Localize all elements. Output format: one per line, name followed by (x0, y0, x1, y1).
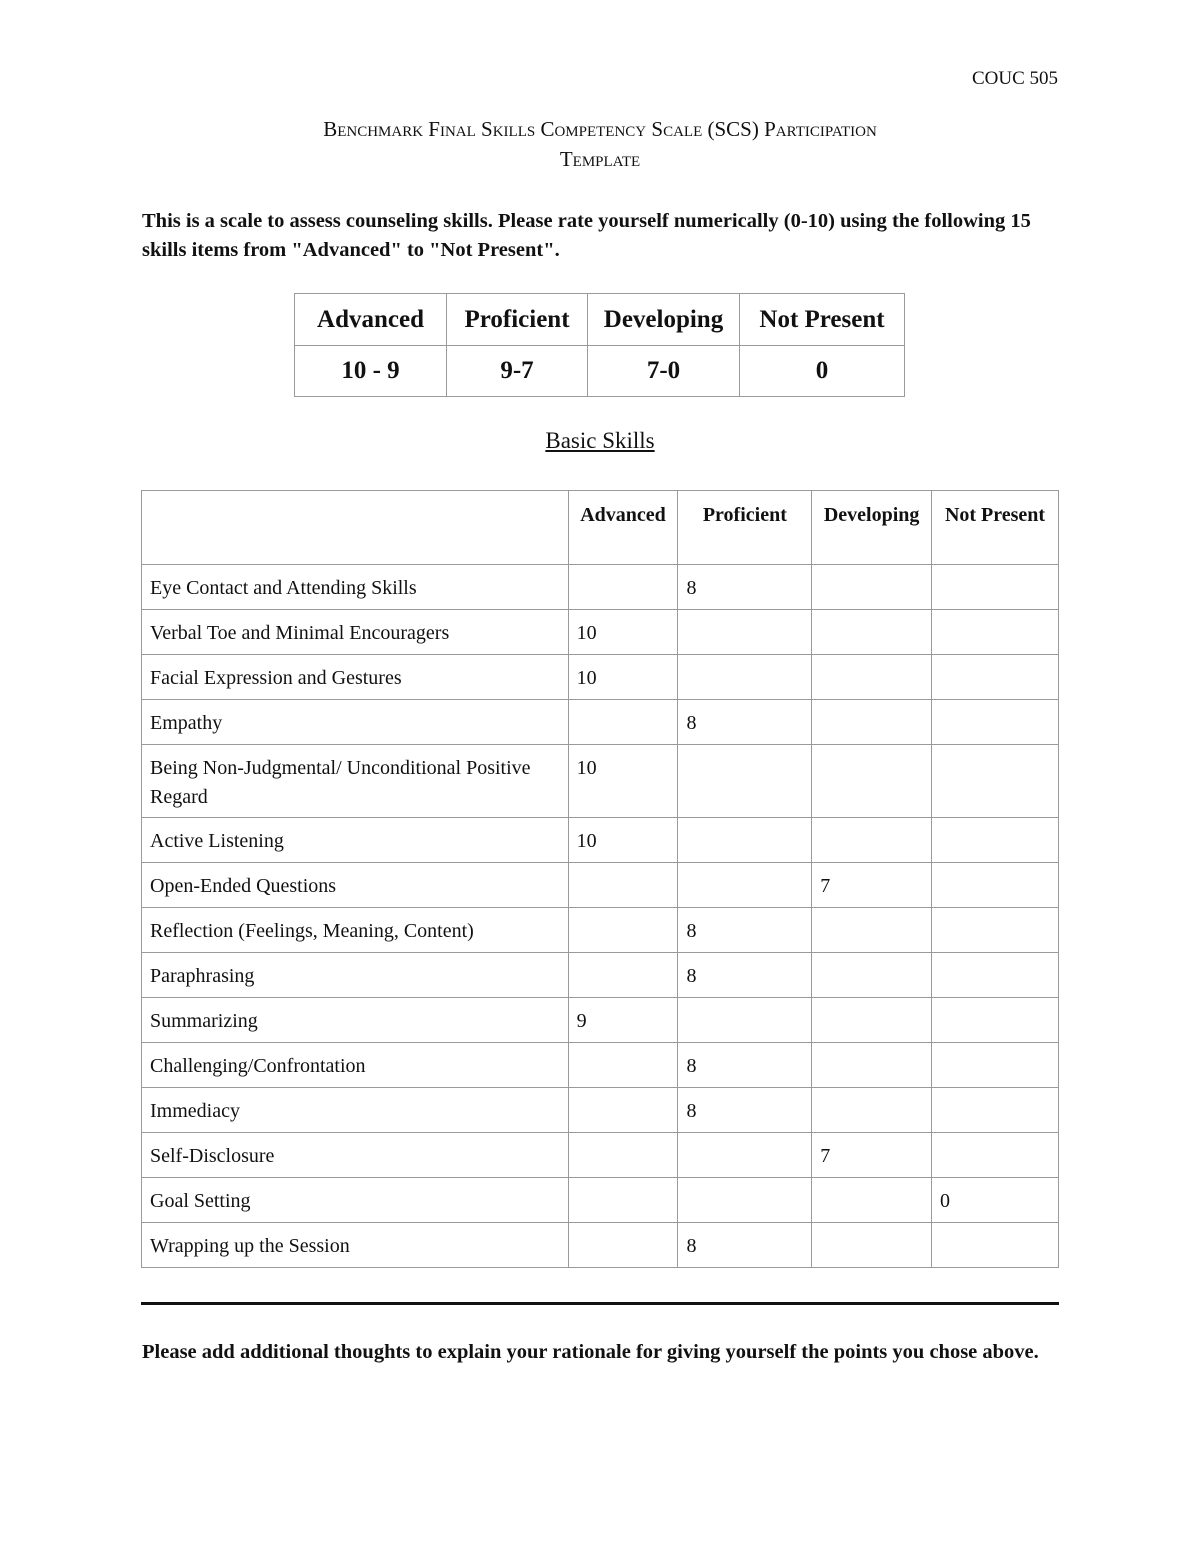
proficient-score-cell (678, 610, 812, 655)
scale-level-not-present: Not Present (740, 294, 905, 346)
skill-name-cell: Active Listening (142, 818, 569, 863)
not-present-score-cell (932, 610, 1059, 655)
column-header-proficient: Proficient (678, 491, 812, 565)
section-divider (141, 1302, 1059, 1305)
proficient-score-cell: 8 (678, 953, 812, 998)
skill-row (142, 1043, 1059, 1088)
column-header-advanced: Advanced (568, 491, 678, 565)
advanced-score-cell: 9 (568, 998, 678, 1043)
proficient-score-cell (678, 655, 812, 700)
proficient-score-cell: 8 (678, 1223, 812, 1268)
advanced-score-cell (568, 1178, 678, 1223)
developing-score-cell (812, 655, 932, 700)
advanced-score-cell (568, 953, 678, 998)
skill-row (142, 908, 1059, 953)
developing-score-cell (812, 953, 932, 998)
not-present-score-cell (932, 655, 1059, 700)
not-present-score-cell (932, 863, 1059, 908)
document-title-line-1: Benchmark Final Skills Competency Scale (SCS) Participation (323, 117, 877, 141)
advanced-score-cell: 10 (568, 745, 678, 818)
intro-instructions: This is a scale to assess counseling skills. Please rate yourself numerically (0-10) using the following 15 skills items from "Advanced" to "Not Present". (142, 210, 1031, 261)
scale-range-advanced: 10 - 9 (295, 346, 447, 397)
developing-score-cell (812, 818, 932, 863)
not-present-score-cell (932, 818, 1059, 863)
advanced-score-cell: 10 (568, 610, 678, 655)
skill-name-cell: Immediacy (142, 1088, 569, 1133)
skill-name-cell: Reflection (Feelings, Meaning, Content) (142, 908, 569, 953)
skill-row (142, 700, 1059, 745)
skill-name-cell: Verbal Toe and Minimal Encouragers (142, 610, 569, 655)
skill-row (142, 1178, 1059, 1223)
skill-row (142, 565, 1059, 610)
developing-score-cell (812, 700, 932, 745)
skill-name-cell: Open-Ended Questions (142, 863, 569, 908)
developing-score-cell (812, 745, 932, 818)
skill-row (142, 863, 1059, 908)
skill-name-cell: Challenging/Confrontation (142, 1043, 569, 1088)
scale-range-proficient: 9-7 (447, 346, 588, 397)
proficient-score-cell: 8 (678, 700, 812, 745)
advanced-score-cell (568, 1133, 678, 1178)
skill-name-cell: Wrapping up the Session (142, 1223, 569, 1268)
rating-scale-ranges-row (295, 346, 905, 397)
proficient-score-cell (678, 998, 812, 1043)
skill-row (142, 655, 1059, 700)
advanced-score-cell (568, 700, 678, 745)
column-header-skill (142, 491, 569, 565)
not-present-score-cell (932, 998, 1059, 1043)
document-title (142, 114, 1058, 174)
not-present-score-cell (932, 700, 1059, 745)
not-present-score-cell (932, 565, 1059, 610)
skill-name-cell: Paraphrasing (142, 953, 569, 998)
not-present-score-cell (932, 1223, 1059, 1268)
proficient-score-cell (678, 1133, 812, 1178)
advanced-score-cell: 10 (568, 818, 678, 863)
developing-score-cell (812, 1088, 932, 1133)
skill-name-cell: Summarizing (142, 998, 569, 1043)
proficient-score-cell: 8 (678, 1043, 812, 1088)
scale-level-developing: Developing (588, 294, 740, 346)
rating-scale-table (294, 293, 905, 397)
developing-score-cell (812, 1178, 932, 1223)
skill-name-cell: Facial Expression and Gestures (142, 655, 569, 700)
developing-score-cell (812, 1223, 932, 1268)
proficient-score-cell: 8 (678, 1088, 812, 1133)
scale-range-not-present: 0 (740, 346, 905, 397)
advanced-score-cell (568, 565, 678, 610)
skill-row (142, 1133, 1059, 1178)
not-present-score-cell (932, 745, 1059, 818)
skill-name-cell: Self-Disclosure (142, 1133, 569, 1178)
rationale-prompt: Please add additional thoughts to explain your rationale for giving yourself the points you chose above. (142, 1341, 1039, 1363)
skill-name-cell: Eye Contact and Attending Skills (142, 565, 569, 610)
skill-row (142, 998, 1059, 1043)
advanced-score-cell (568, 1223, 678, 1268)
skill-row (142, 1088, 1059, 1133)
scale-level-advanced: Advanced (295, 294, 447, 346)
proficient-score-cell (678, 818, 812, 863)
skill-row (142, 1223, 1059, 1268)
not-present-score-cell (932, 1043, 1059, 1088)
developing-score-cell (812, 565, 932, 610)
developing-score-cell (812, 998, 932, 1043)
section-heading-basic-skills: Basic Skills (545, 428, 655, 453)
document-title-line-2: Template (559, 147, 641, 171)
not-present-score-cell (932, 1088, 1059, 1133)
advanced-score-cell (568, 908, 678, 953)
skill-name-cell: Empathy (142, 700, 569, 745)
proficient-score-cell (678, 863, 812, 908)
advanced-score-cell (568, 1043, 678, 1088)
skill-row (142, 610, 1059, 655)
column-header-developing: Developing (812, 491, 932, 565)
rating-scale-levels-row (295, 294, 905, 346)
advanced-score-cell (568, 863, 678, 908)
skill-row (142, 745, 1059, 818)
proficient-score-cell: 8 (678, 908, 812, 953)
developing-score-cell (812, 908, 932, 953)
developing-score-cell (812, 1043, 932, 1088)
scale-level-proficient: Proficient (447, 294, 588, 346)
column-header-not-present: Not Present (932, 491, 1059, 565)
advanced-score-cell: 10 (568, 655, 678, 700)
developing-score-cell: 7 (812, 1133, 932, 1178)
not-present-score-cell (932, 1133, 1059, 1178)
skill-row (142, 953, 1059, 998)
proficient-score-cell (678, 745, 812, 818)
proficient-score-cell: 8 (678, 565, 812, 610)
advanced-score-cell (568, 1088, 678, 1133)
developing-score-cell: 7 (812, 863, 932, 908)
course-code: COUC 505 (971, 68, 1058, 89)
not-present-score-cell: 0 (932, 1178, 1059, 1223)
proficient-score-cell (678, 1178, 812, 1223)
not-present-score-cell (932, 953, 1059, 998)
skill-name-cell: Being Non-Judgmental/ Unconditional Positive Regard (142, 745, 569, 818)
scale-range-developing: 7-0 (588, 346, 740, 397)
skill-row (142, 818, 1059, 863)
skill-name-cell: Goal Setting (142, 1178, 569, 1223)
skills-header-row (142, 491, 1059, 565)
basic-skills-table (141, 490, 1059, 1268)
developing-score-cell (812, 610, 932, 655)
not-present-score-cell (932, 908, 1059, 953)
